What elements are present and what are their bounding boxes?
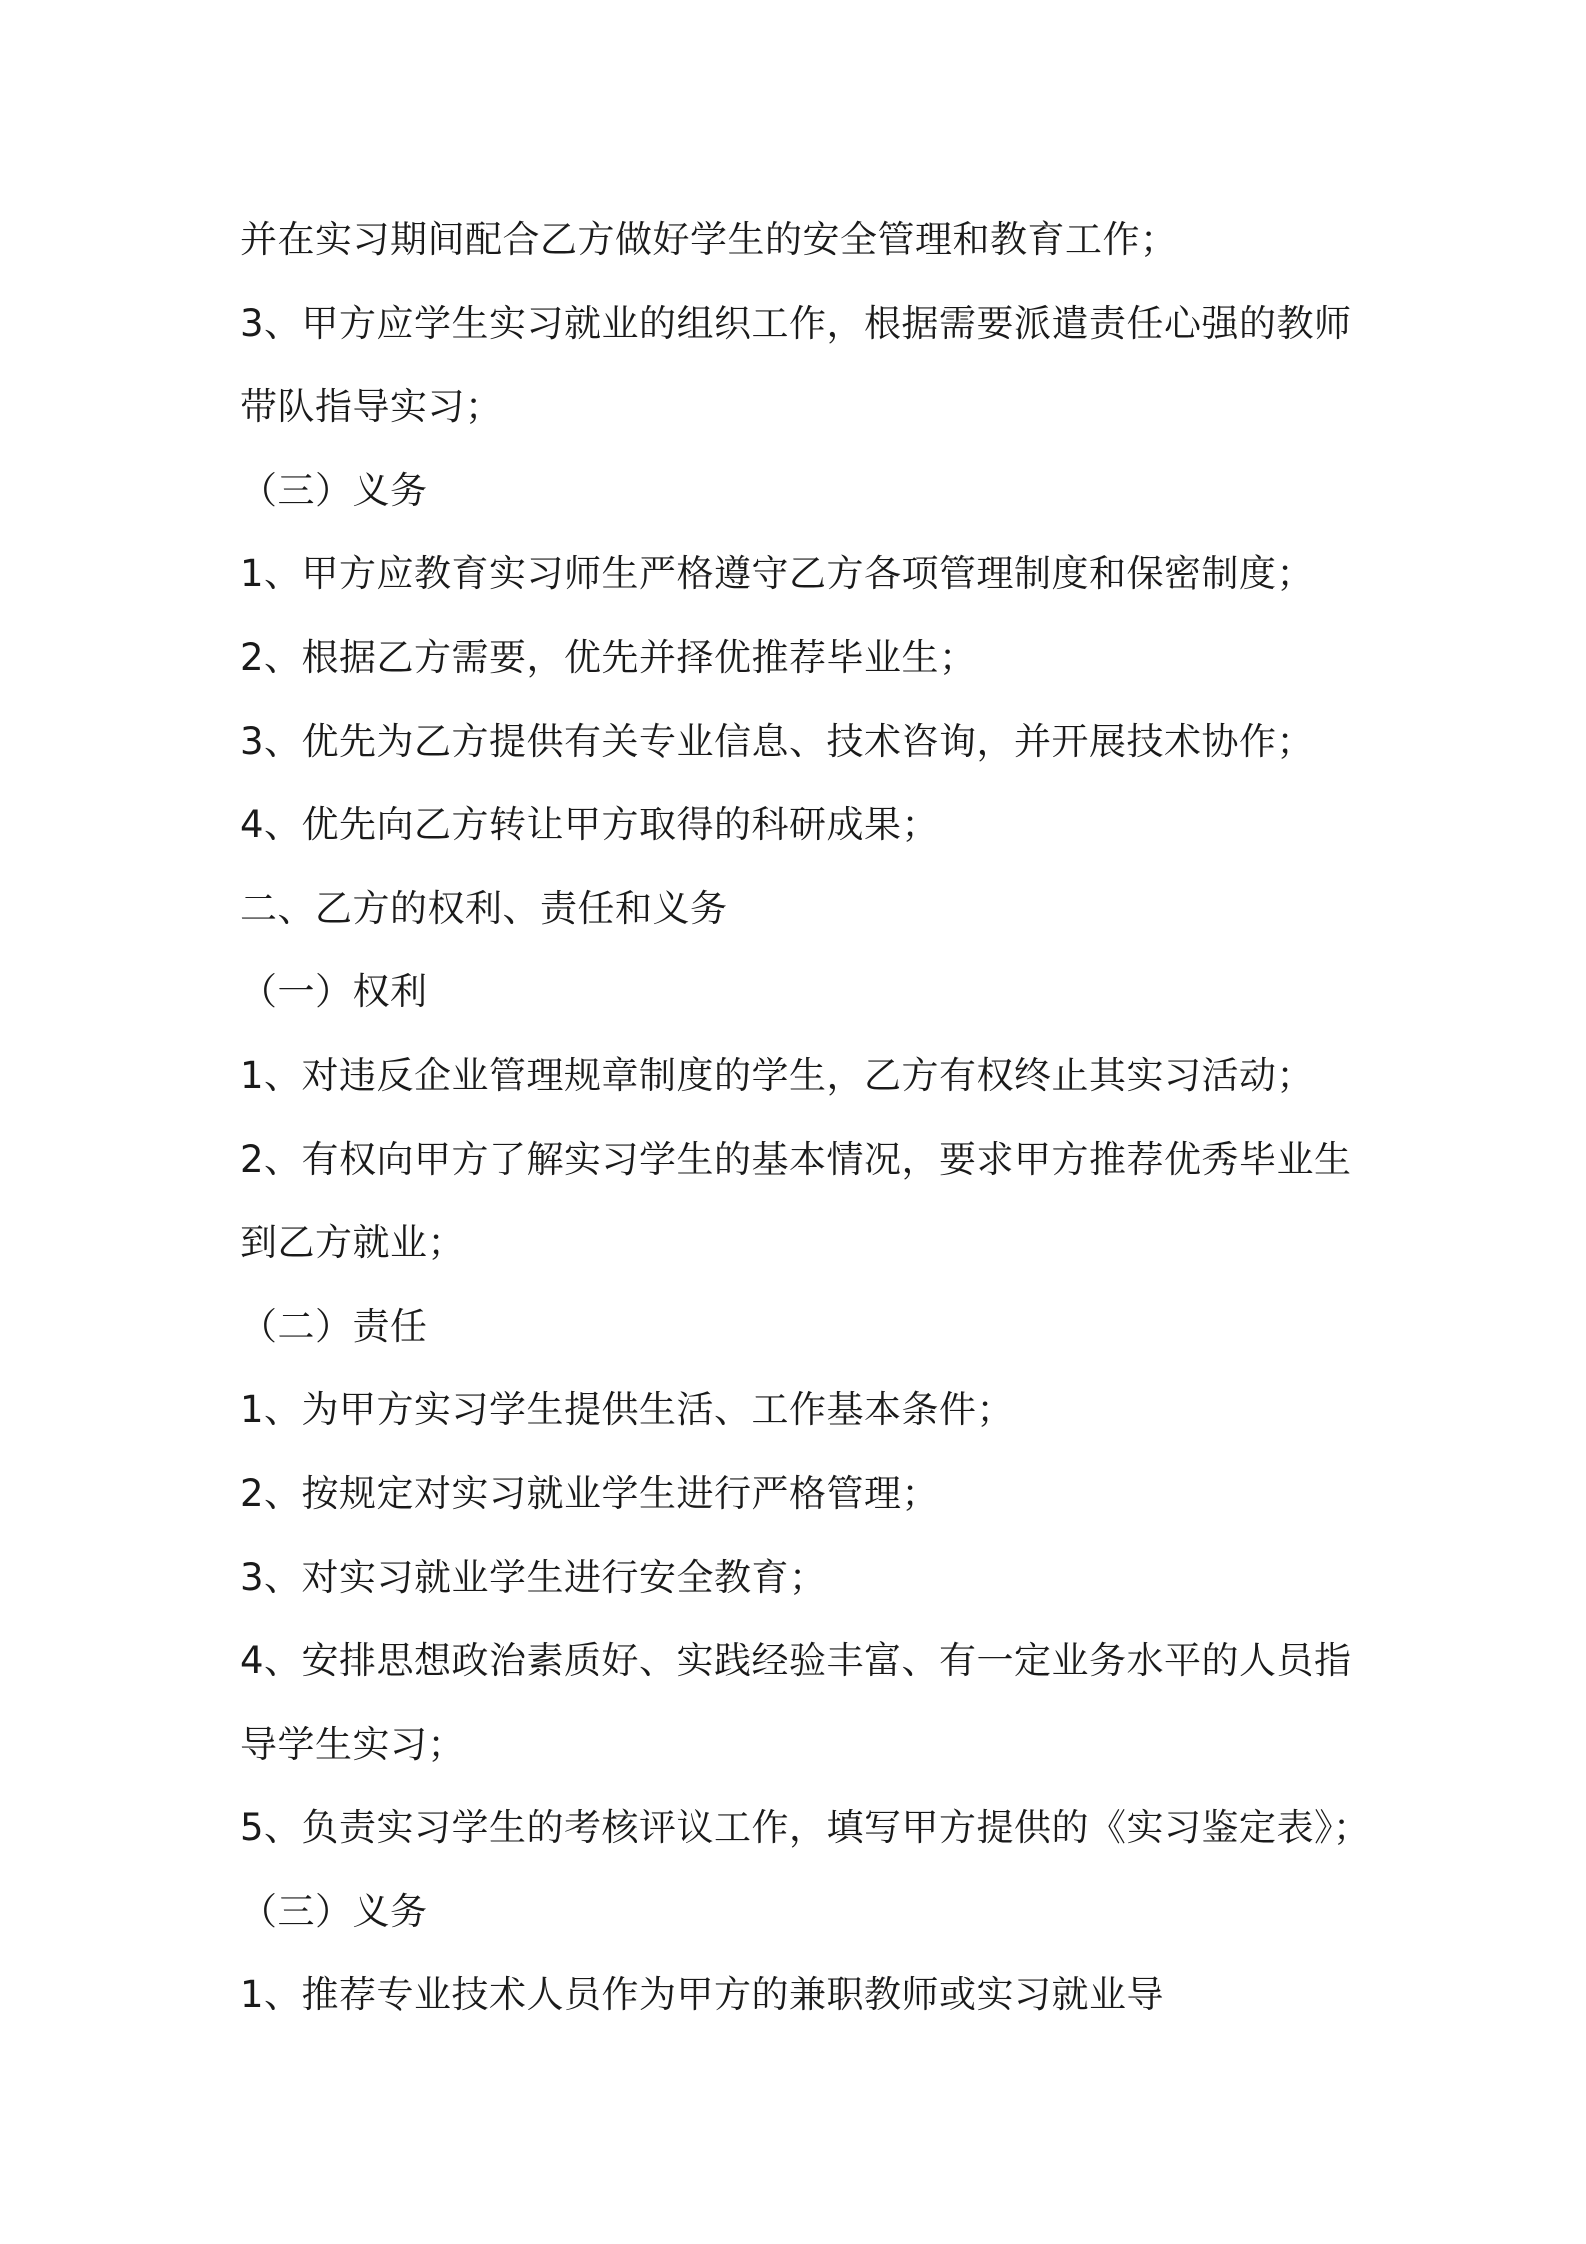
paragraph-line: 并在实习期间配合乙方做好学生的安全管理和教育工作；	[240, 218, 1178, 261]
paragraph-line: 带队指导实习；	[240, 385, 503, 429]
paragraph-line: 4、安排思想政治素质好、实践经验丰富、有一定业务水平的人员指	[240, 1639, 1352, 1683]
document-body	[240, 198, 1371, 2037]
paragraph-line: 3、甲方应学生实习就业的组织工作，根据需要派遣责任心强的教师	[240, 301, 1352, 345]
paragraph-line: 导学生实习；	[240, 1722, 465, 1766]
paragraph-line: 1、甲方应教育实习师生严格遵守乙方各项管理制度和保密制度；	[240, 552, 1315, 596]
section-heading: （二）责任	[240, 1304, 428, 1348]
paragraph-line: 2、有权向甲方了解实习学生的基本情况，要求甲方推荐优秀毕业生	[240, 1137, 1352, 1181]
paragraph-line: 1、推荐专业技术人员作为甲方的兼职教师或实习就业导	[240, 1973, 1165, 2017]
paragraph-line: 3、对实习就业学生进行安全教育；	[240, 1555, 827, 1599]
paragraph-line: 2、根据乙方需要，优先并择优推荐毕业生；	[240, 635, 977, 679]
paragraph-line: 3、优先为乙方提供有关专业信息、技术咨询，并开展技术协作；	[240, 719, 1315, 763]
section-heading: 二、乙方的权利、责任和义务	[240, 886, 728, 930]
section-heading: （一）权利	[240, 970, 428, 1014]
paragraph-line: 到乙方就业；	[240, 1221, 465, 1265]
paragraph-line: 1、为甲方实习学生提供生活、工作基本条件；	[240, 1388, 1015, 1432]
paragraph-line: 4、优先向乙方转让甲方取得的科研成果；	[240, 803, 940, 847]
section-heading: （三）义务	[240, 468, 428, 512]
paragraph-line: 1、对违反企业管理规章制度的学生，乙方有权终止其实习活动；	[240, 1053, 1315, 1097]
section-heading: （三）义务	[240, 1889, 428, 1933]
paragraph-line: 5、负责实习学生的考核评议工作，填写甲方提供的《实习鉴定表》；	[240, 1806, 1371, 1850]
paragraph-line: 2、按规定对实习就业学生进行严格管理；	[240, 1471, 940, 1515]
